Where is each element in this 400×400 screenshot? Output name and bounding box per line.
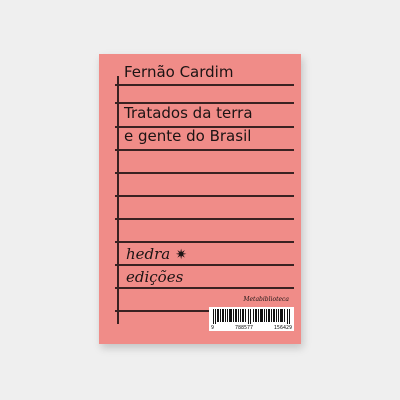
- rule-line: [115, 195, 294, 197]
- barcode: [209, 307, 294, 331]
- star-icon: ✷: [175, 247, 187, 263]
- rule-line: [115, 218, 294, 220]
- barcode-icon: [213, 309, 290, 324]
- book-title-line1: Tratados da terra: [124, 104, 253, 122]
- barcode-digits: [211, 325, 292, 331]
- book-title-line2: e gente do Brasil: [124, 127, 252, 145]
- barcode-digit-group: 156429: [273, 325, 292, 331]
- rule-line: [115, 172, 294, 174]
- rule-line: [115, 84, 294, 86]
- book-author: Fernão Cardim: [124, 63, 234, 81]
- rule-line: [115, 264, 294, 266]
- barcode-digit-group: 9: [211, 325, 215, 331]
- publisher-name-text: hedra: [126, 245, 171, 263]
- barcode-digit-group: 788577: [234, 325, 253, 331]
- publisher-subtitle: edições: [126, 268, 184, 286]
- collection-name: Metabiblioteca: [243, 296, 289, 303]
- book-cover: [99, 54, 301, 344]
- rule-line: [115, 149, 294, 151]
- rule-line: [115, 287, 294, 289]
- publisher-name: [126, 245, 187, 263]
- rule-line: [115, 241, 294, 243]
